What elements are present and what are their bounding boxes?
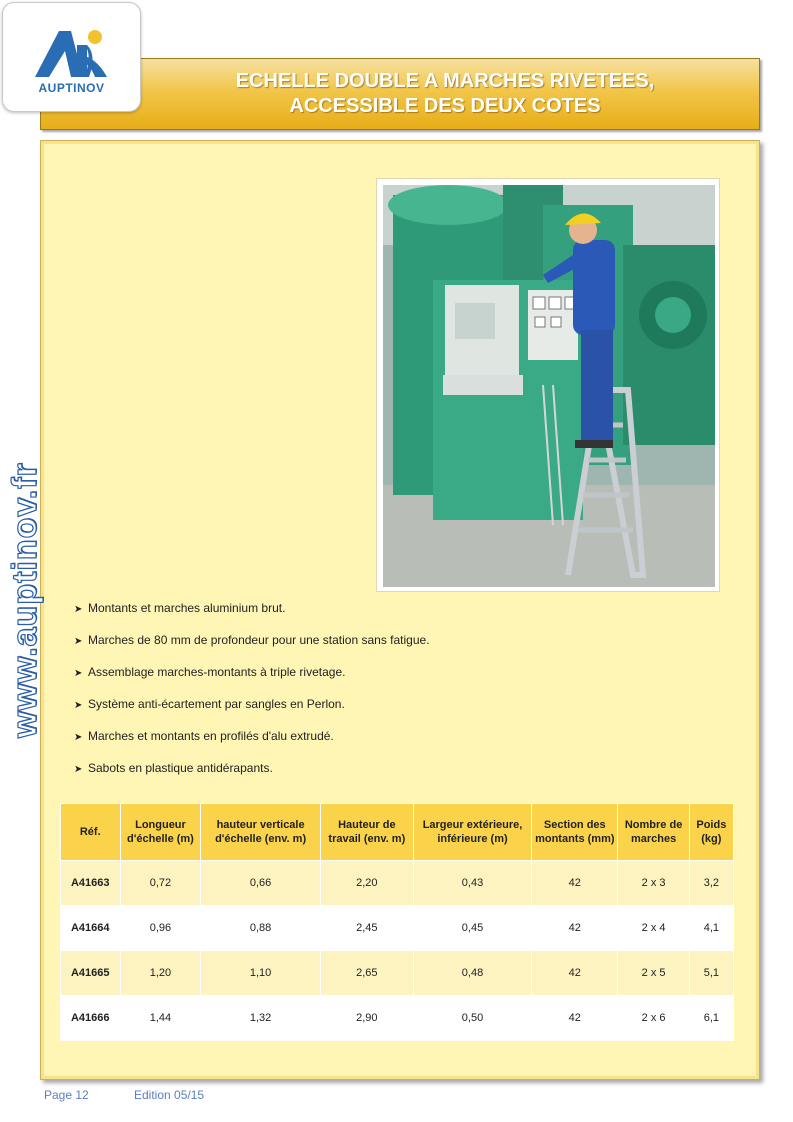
cell-steps: 2 x 5 bbox=[618, 951, 689, 996]
cell-weight: 5,1 bbox=[689, 951, 733, 996]
feature-item bbox=[74, 664, 714, 696]
cell-weight: 4,1 bbox=[689, 906, 733, 951]
auptinov-logo-icon bbox=[25, 25, 117, 81]
feature-item bbox=[74, 760, 714, 792]
arrow-bullet-icon: ➤ bbox=[74, 764, 83, 775]
feature-text: Sabots en plastique antidérapants. bbox=[88, 761, 273, 775]
arrow-bullet-icon: ➤ bbox=[74, 732, 83, 743]
arrow-bullet-icon: ➤ bbox=[74, 668, 83, 679]
feature-text: Marches et montants en profilés d'alu extrudé. bbox=[88, 729, 334, 743]
logo-text: AUPTINOV bbox=[38, 81, 105, 95]
feature-text: Montants et marches aluminium brut. bbox=[88, 601, 286, 615]
cell-width: 0,45 bbox=[413, 906, 531, 951]
feature-text: Système anti-écartement par sangles en Perlon. bbox=[88, 697, 345, 711]
cell-section: 42 bbox=[532, 861, 618, 906]
header-working-height: Hauteur de travail (env. m) bbox=[320, 804, 413, 861]
arrow-bullet-icon: ➤ bbox=[74, 604, 83, 615]
feature-item bbox=[74, 632, 714, 664]
cell-vertical-height: 0,88 bbox=[201, 906, 320, 951]
table-row bbox=[61, 996, 734, 1041]
arrow-bullet-icon: ➤ bbox=[74, 700, 83, 711]
header-section: Section des montants (mm) bbox=[532, 804, 618, 861]
cell-vertical-height: 1,32 bbox=[201, 996, 320, 1041]
footer-edition: Edition 05/15 bbox=[134, 1088, 205, 1102]
table-row bbox=[61, 906, 734, 951]
header-width: Largeur extérieure, inférieure (m) bbox=[413, 804, 531, 861]
cell-length: 1,44 bbox=[120, 996, 201, 1041]
cell-vertical-height: 0,66 bbox=[201, 861, 320, 906]
cell-length: 0,72 bbox=[120, 861, 201, 906]
cell-length: 0,96 bbox=[120, 906, 201, 951]
cell-section: 42 bbox=[532, 951, 618, 996]
cell-weight: 6,1 bbox=[689, 996, 733, 1041]
feature-item bbox=[74, 600, 714, 632]
specifications-table bbox=[60, 803, 734, 1041]
cell-steps: 2 x 6 bbox=[618, 996, 689, 1041]
arrow-bullet-icon: ➤ bbox=[74, 636, 83, 647]
company-logo bbox=[2, 2, 141, 112]
cell-section: 42 bbox=[532, 996, 618, 1041]
table-row bbox=[61, 951, 734, 996]
cell-working-height: 2,20 bbox=[320, 861, 413, 906]
cell-weight: 3,2 bbox=[689, 861, 733, 906]
header-weight: Poids (kg) bbox=[689, 804, 733, 861]
header-steps: Nombre de marches bbox=[618, 804, 689, 861]
cell-vertical-height: 1,10 bbox=[201, 951, 320, 996]
feature-text: Assemblage marches-montants à triple rivetage. bbox=[88, 665, 346, 679]
cell-ref: A41666 bbox=[61, 996, 121, 1041]
page-title bbox=[141, 69, 749, 119]
cell-ref: A41663 bbox=[61, 861, 121, 906]
product-photo bbox=[376, 178, 720, 592]
features-list bbox=[74, 600, 714, 792]
feature-item bbox=[74, 696, 714, 728]
feature-text: Marches de 80 mm de profondeur pour une station sans fatigue. bbox=[88, 633, 430, 647]
header-band bbox=[40, 58, 760, 130]
header-length: Longueur d'échelle (m) bbox=[120, 804, 201, 861]
product-photo-ladder bbox=[383, 185, 715, 587]
cell-working-height: 2,90 bbox=[320, 996, 413, 1041]
cell-working-height: 2,65 bbox=[320, 951, 413, 996]
cell-steps: 2 x 3 bbox=[618, 861, 689, 906]
cell-working-height: 2,45 bbox=[320, 906, 413, 951]
cell-width: 0,48 bbox=[413, 951, 531, 996]
footer-page-number: Page 12 bbox=[44, 1088, 89, 1102]
cell-section: 42 bbox=[532, 906, 618, 951]
cell-width: 0,43 bbox=[413, 861, 531, 906]
website-url: www.auptinov.fr bbox=[6, 462, 44, 738]
feature-item bbox=[74, 728, 714, 760]
cell-width: 0,50 bbox=[413, 996, 531, 1041]
cell-ref: A41664 bbox=[61, 906, 121, 951]
cell-steps: 2 x 4 bbox=[618, 906, 689, 951]
cell-length: 1,20 bbox=[120, 951, 201, 996]
table-row bbox=[61, 861, 734, 906]
header-ref: Réf. bbox=[61, 804, 121, 861]
title-line-1: ECHELLE DOUBLE A MARCHES RIVETEES, bbox=[235, 70, 655, 92]
header-vertical-height: hauteur verticale d'échelle (env. m) bbox=[201, 804, 320, 861]
table-header-row bbox=[61, 804, 734, 861]
title-line-2: ACCESSIBLE DES DEUX COTES bbox=[289, 95, 601, 117]
cell-ref: A41665 bbox=[61, 951, 121, 996]
